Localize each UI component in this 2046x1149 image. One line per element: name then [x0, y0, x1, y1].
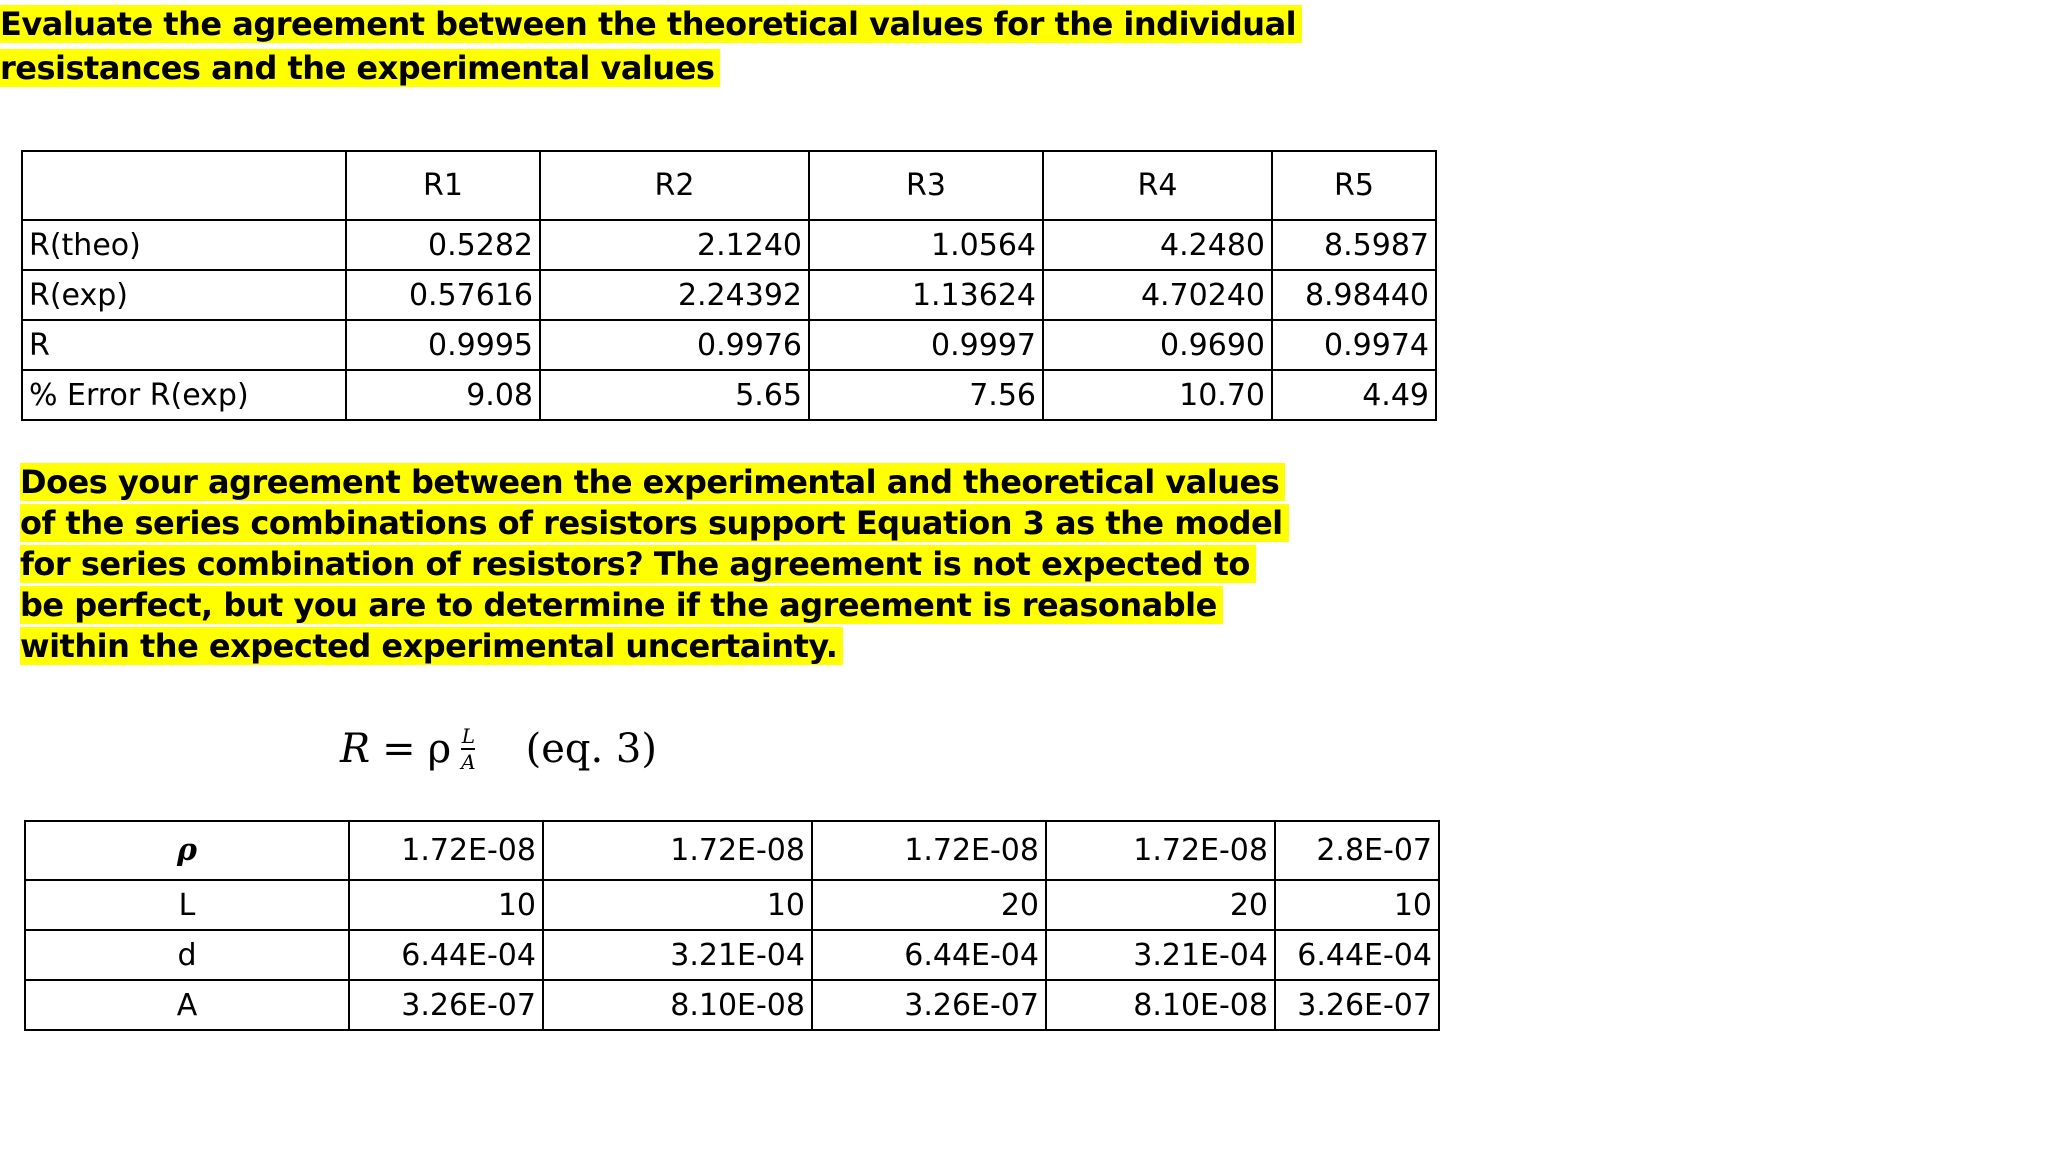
table-cell: 8.10E-08 — [543, 980, 812, 1030]
question-1-line: Evaluate the agreement between the theoretical values for the individual — [0, 2, 1302, 46]
table-cell: 2.8E-07 — [1275, 821, 1439, 880]
table-cell: 2.1240 — [540, 220, 809, 270]
table-cell: 7.56 — [809, 370, 1043, 420]
fraction-numerator: L — [461, 724, 476, 748]
table-cell: 8.5987 — [1272, 220, 1436, 270]
table-cell: 0.5282 — [346, 220, 540, 270]
table-cell: 1.72E-08 — [1046, 821, 1275, 880]
table-cell: 0.9997 — [809, 320, 1043, 370]
equation-label: (eq. 3) — [525, 726, 657, 772]
table-cell: 1.72E-08 — [349, 821, 543, 880]
table-row — [25, 930, 1439, 980]
table-cell: 2.24392 — [540, 270, 809, 320]
table-cell: 1.13624 — [809, 270, 1043, 320]
table-row — [22, 320, 1436, 370]
header-cell-r2: R2 — [540, 151, 809, 220]
table-cell: 10.70 — [1043, 370, 1272, 420]
question-2-line: of the series combinations of resistors support Equation 3 as the model — [20, 503, 1289, 544]
equation-lhs: R — [340, 726, 371, 772]
table-cell: 6.44E-04 — [349, 930, 543, 980]
row-label: A — [25, 980, 349, 1030]
table-row — [25, 880, 1439, 930]
equation-equals: = — [382, 726, 416, 772]
table-row — [22, 220, 1436, 270]
table-cell: 1.72E-08 — [543, 821, 812, 880]
question-1-text — [0, 2, 1302, 90]
table-cell: 3.21E-04 — [543, 930, 812, 980]
question-1-line: resistances and the experimental values — [0, 46, 1302, 90]
row-label: % Error R(exp) — [22, 370, 346, 420]
table-cell: 1.0564 — [809, 220, 1043, 270]
table-cell: 0.9974 — [1272, 320, 1436, 370]
table-row — [25, 980, 1439, 1030]
table-cell: 0.9690 — [1043, 320, 1272, 370]
question-2-line: within the expected experimental uncertainty. — [20, 626, 1289, 667]
table-row — [22, 370, 1436, 420]
table-cell: 0.57616 — [346, 270, 540, 320]
table-cell: 5.65 — [540, 370, 809, 420]
table-cell: 3.26E-07 — [1275, 980, 1439, 1030]
table-cell: 20 — [812, 880, 1046, 930]
table-cell: 0.9995 — [346, 320, 540, 370]
question-2-line: be perfect, but you are to determine if the agreement is reasonable — [20, 585, 1289, 626]
row-label: ρ — [25, 821, 349, 880]
row-label: d — [25, 930, 349, 980]
header-cell-r5: R5 — [1272, 151, 1436, 220]
header-cell-r1: R1 — [346, 151, 540, 220]
table-cell: 9.08 — [346, 370, 540, 420]
row-label: R(exp) — [22, 270, 346, 320]
table-cell: 8.10E-08 — [1046, 980, 1275, 1030]
header-cell-r4: R4 — [1043, 151, 1272, 220]
question-2-text — [20, 462, 1289, 667]
table-cell: 20 — [1046, 880, 1275, 930]
table-cell: 1.72E-08 — [812, 821, 1046, 880]
table-cell: 0.9976 — [540, 320, 809, 370]
equation-fraction — [461, 725, 475, 773]
row-label: L — [25, 880, 349, 930]
equation-rho: ρ — [427, 726, 452, 772]
table-cell: 8.98440 — [1272, 270, 1436, 320]
table-header-row — [22, 151, 1436, 220]
table-row — [25, 821, 1439, 880]
fraction-denominator: A — [461, 750, 476, 774]
table-cell: 10 — [543, 880, 812, 930]
table-cell: 6.44E-04 — [1275, 930, 1439, 980]
table-cell: 10 — [349, 880, 543, 930]
question-2-line: for series combination of resistors? The agreement is not expected to — [20, 544, 1289, 585]
resistance-table — [21, 150, 1437, 421]
table-cell: 4.70240 — [1043, 270, 1272, 320]
question-2-line: Does your agreement between the experimental and theoretical values — [20, 462, 1289, 503]
table-cell: 3.21E-04 — [1046, 930, 1275, 980]
table-cell: 6.44E-04 — [812, 930, 1046, 980]
table-row — [22, 270, 1436, 320]
header-cell-r3: R3 — [809, 151, 1043, 220]
table-cell: 3.26E-07 — [812, 980, 1046, 1030]
row-label: R — [22, 320, 346, 370]
row-label: R(theo) — [22, 220, 346, 270]
table-cell: 4.2480 — [1043, 220, 1272, 270]
table-cell: 3.26E-07 — [349, 980, 543, 1030]
wire-parameters-table — [24, 820, 1440, 1031]
header-cell-empty — [22, 151, 346, 220]
table-cell: 10 — [1275, 880, 1439, 930]
table-cell: 4.49 — [1272, 370, 1436, 420]
resistance-equation — [340, 725, 657, 773]
